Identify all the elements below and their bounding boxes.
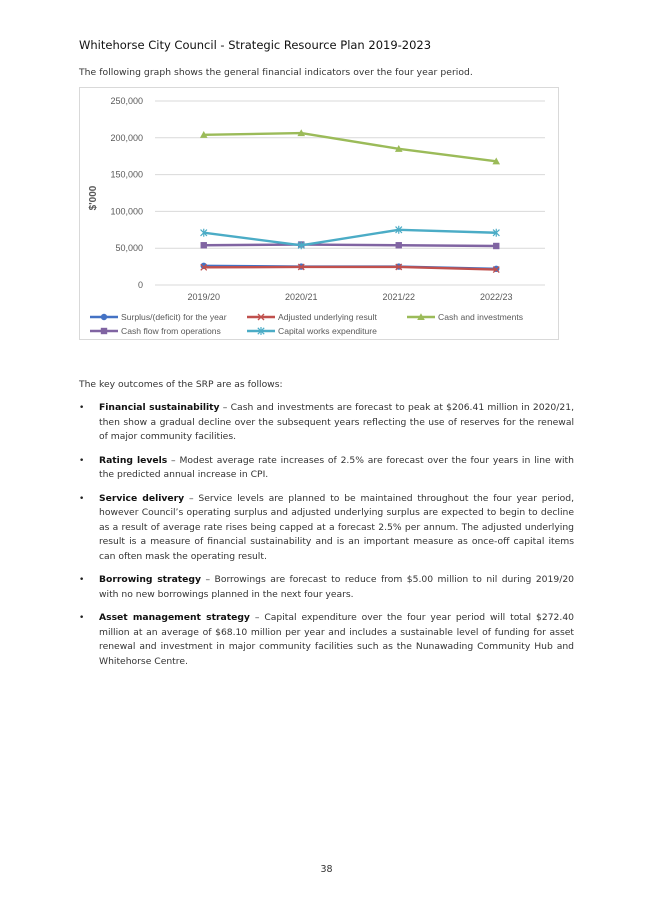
legend-item xyxy=(407,312,523,322)
outcome-term: Financial sustainability xyxy=(99,402,220,413)
legend-item xyxy=(90,326,221,336)
bullet-icon: • xyxy=(79,455,85,466)
data-point xyxy=(396,242,402,248)
bullet-icon: • xyxy=(79,575,85,585)
outcome-term: Borrowing strategy xyxy=(99,574,201,585)
y-axis-label: $'000 xyxy=(88,185,99,211)
legend xyxy=(90,312,523,336)
grid-layer xyxy=(155,101,545,285)
series-line xyxy=(204,245,497,246)
outcome-term: Service delivery xyxy=(99,492,185,504)
series-2 xyxy=(200,129,500,164)
x-tick-label: 2021/22 xyxy=(382,292,416,302)
legend-label: Surplus/(deficit) for the year xyxy=(121,312,227,322)
x-tick-label: 2019/20 xyxy=(187,292,221,302)
y-tick-label: 200,000 xyxy=(110,132,143,143)
list-item xyxy=(79,401,574,445)
y-tick-label: 150,000 xyxy=(110,169,143,180)
x-tick-labels xyxy=(187,292,512,302)
legend-item xyxy=(90,312,227,322)
data-point xyxy=(493,243,499,249)
legend-label: Cash flow from operations xyxy=(121,326,221,336)
y-tick-label: 0 xyxy=(137,280,143,290)
outcomes-lead-text: The key outcomes of the SRP are as follows: xyxy=(79,379,283,390)
list-item xyxy=(79,454,574,483)
legend-item xyxy=(247,326,377,336)
page-number: 38 xyxy=(320,864,333,875)
x-tick-label: 2022/23 xyxy=(479,292,513,302)
series-line xyxy=(204,267,497,270)
outcome-text: – Capital expenditure over the four year period will total $272.40 million at an average of $68.10 million per year and includes a sustainable level of funding for asset renewal and investment in major community facilities such as the Nunawading Community Hub and Whitehorse Centre. xyxy=(99,612,575,667)
bullet-icon: • xyxy=(79,403,85,413)
outcome-text: – Modest average rate increases of 2.5% are forecast over the four years in line with the predicted annual increase in CPI. xyxy=(99,454,574,480)
page-header-title: Whitehorse City Council - Strategic Resource Plan 2019-2023 xyxy=(79,38,432,52)
legend-label: Capital works expenditure xyxy=(278,326,377,336)
outcome-term: Rating levels xyxy=(99,454,168,466)
outcomes-list xyxy=(79,401,574,678)
data-point xyxy=(201,242,207,248)
y-tick-labels xyxy=(110,96,143,290)
y-tick-label: 250,000 xyxy=(110,96,143,106)
y-tick-label: 50,000 xyxy=(115,243,143,254)
bullet-icon: • xyxy=(79,493,85,504)
outcome-text: – Cash and investments are forecast to peak at $206.41 million in 2020/21, then show a gradual decline over the subsequent years reflecting the use of reserves for the renewal of major community facilities. xyxy=(99,402,574,442)
legend-item xyxy=(247,312,377,322)
outcome-text: – Borrowings are forecast to reduce from $5.00 million to nil during 2019/20 with no new borrowings planned in the next four years. xyxy=(99,574,575,600)
bullet-icon: • xyxy=(79,613,85,623)
list-item xyxy=(79,573,574,602)
outcome-text: – Service levels are planned to be maintained throughout the four year period, however Council’s operating surplus and adjusted underlying surplus are expected to begin to decline as a result of average rate rises being capped at a forecast 2.5% per annum. The adjusted underlying result is a measure of financial sustainability and is an important measure as once-off capital items can often mask the operating result. xyxy=(99,492,574,562)
series-layer xyxy=(200,129,500,272)
legend-marker xyxy=(101,328,107,334)
series-line xyxy=(204,230,497,245)
legend-label: Cash and investments xyxy=(438,312,524,322)
outcome-term: Asset management strategy xyxy=(99,612,250,623)
chart-svg xyxy=(80,88,560,341)
financial-indicators-chart xyxy=(79,87,559,340)
x-tick-label: 2020/21 xyxy=(284,292,318,302)
y-tick-label: 100,000 xyxy=(110,206,143,217)
list-item xyxy=(79,611,574,669)
intro-text: The following graph shows the general financial indicators over the four year period. xyxy=(79,67,473,78)
list-item xyxy=(79,492,574,565)
legend-marker xyxy=(101,314,107,320)
legend-label: Adjusted underlying result xyxy=(278,312,377,322)
